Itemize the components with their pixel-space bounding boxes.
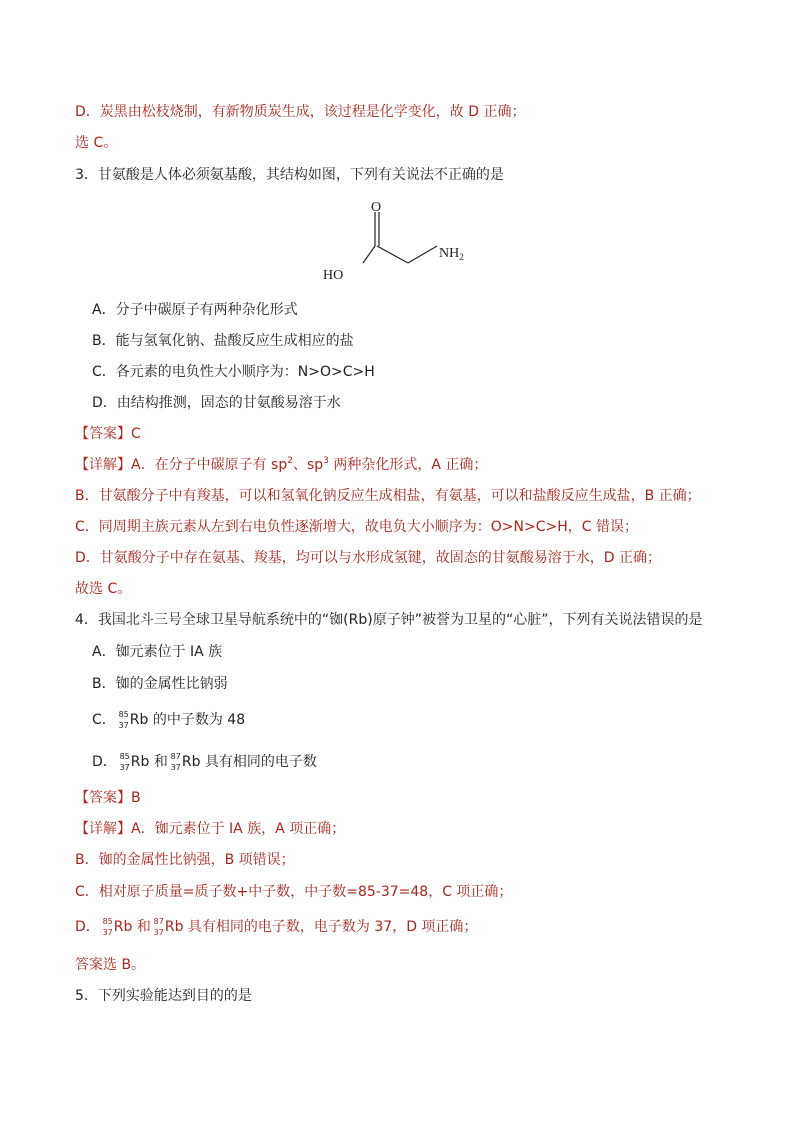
bond-c-ch2 <box>377 246 408 263</box>
explain-tag: 【详解】 <box>75 457 131 473</box>
q4-option-d: D． 85 37 Rb 和 87 37 Rb 具有相同的电子数 <box>92 752 317 772</box>
q4-explain-d: D． 85 37 Rb 和 87 37 Rb 具有相同的电子数，电子数为 37，D 项正确； <box>75 917 478 937</box>
isotope-rb87: 87 37 <box>153 917 164 937</box>
q4-option-a: A．铷元素位于 IA 族 <box>92 644 223 660</box>
hydroxyl-label: HO <box>323 268 344 283</box>
glycine-structure-diagram <box>315 195 485 290</box>
bond-ho-c <box>363 246 375 263</box>
q2-conclusion: 选 C。 <box>75 135 118 151</box>
q3-option-d: D．由结构推测，固态的甘氨酸易溶于水 <box>92 395 341 411</box>
q4-explain-a: 【详解】A．铷元素位于 IA 族，A 项正确； <box>75 821 346 837</box>
oxygen-label: O <box>371 200 382 215</box>
isotope-rb87: 87 37 <box>170 752 181 772</box>
q3-explain-b: B．甘氨酸分子中有羧基，可以和氢氧化钠反应生成相盐，有氨基，可以和盐酸反应生成盐，B 正确； <box>75 488 701 504</box>
q3-explain-d: D．甘氨酸分子中存在氨基、羧基，均可以与水形成氢键，故固态的甘氨酸易溶于水，D 正确； <box>75 550 662 566</box>
q3-explain-c: C．同周期主族元素从左到右电负性逐渐增大，故电负大小顺序为：O>N>C>H，C 错误； <box>75 519 638 535</box>
q4-answer: 【答案】B <box>75 790 141 806</box>
isotope-rb85: 85 37 <box>118 710 129 730</box>
explain-tag: 【详解】 <box>75 821 131 837</box>
isotope-rb85: 85 37 <box>119 752 130 772</box>
q3-option-b: B．能与氢氧化钠、盐酸反应生成相应的盐 <box>92 333 354 349</box>
q4-conclusion: 答案选 B。 <box>75 957 146 973</box>
q4-explain-b: B．铷的金属性比钠强，B 项错误； <box>75 852 295 868</box>
q4-option-b: B．铷的金属性比钠弱 <box>92 676 228 692</box>
q4-stem: 4．我国北斗三号全球卫星导航系统中的“铷(Rb)原子钟”被誉为卫星的“心脏”，下列有关说法错误的是 <box>75 612 703 628</box>
q2-option-d-explain: D．炭黑由松枝烧制，有新物质炭生成，该过程是化学变化，故 D 正确； <box>75 104 526 120</box>
q3-conclusion: 故选 C。 <box>75 581 132 597</box>
q4-option-c: C． 85 37 Rb 的中子数为 48 <box>92 710 246 730</box>
q3-stem: 3．甘氨酸是人体必须氨基酸，其结构如图，下列有关说法不正确的是 <box>75 167 504 183</box>
q3-explain-a: 【详解】A．在分子中碳原子有 $sp^2$、$sp^3$ 两种杂化形式，A 正确； <box>75 456 488 473</box>
q5-stem: 5．下列实验能达到目的的是 <box>75 988 252 1004</box>
isotope-rb85: 85 37 <box>102 917 113 937</box>
q4-explain-c: C．相对原子质量=质子数+中子数，中子数=85-37=48，C 项正确； <box>75 884 513 900</box>
q3-option-c: C．各元素的电负性大小顺序为：N>O>C>H <box>92 364 375 380</box>
bond-ch2-n <box>408 246 437 263</box>
q3-option-a: A．分子中碳原子有两种杂化形式 <box>92 302 298 318</box>
amine-label: $NH_2$ <box>439 246 464 262</box>
q3-answer: 【答案】C <box>75 426 141 442</box>
